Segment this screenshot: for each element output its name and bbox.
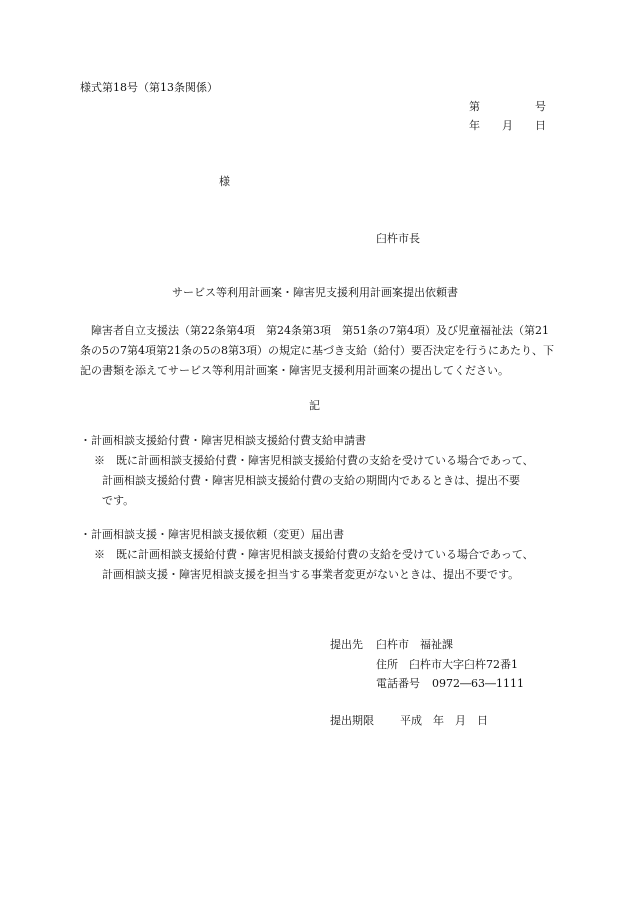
item-heading: ・計画相談支援・障害児相談支援依頼（変更）届出書: [80, 528, 344, 541]
item-note-line: です。: [102, 494, 135, 507]
submit-to-value: 臼杵市 福祉課: [376, 638, 453, 651]
item-note-line: 計画相談支援・障害児相談支援を担当する事業者変更がないときは、提出不要です。: [102, 568, 520, 581]
document-title: サービス等利用計画案・障害児支援利用計画案提出依頼書: [172, 286, 458, 299]
document-number: 第 号: [469, 100, 546, 113]
body-line: 条の5の7第4項第21条の5の8第3項）の規定に基づき支給（給付）要否決定を行うにあたり、下: [80, 344, 554, 357]
deadline-value: 平成 年 月 日: [400, 714, 488, 727]
addressee-suffix: 様: [219, 175, 230, 188]
form-number: 様式第18号（第13条関係）: [80, 81, 218, 94]
deadline-label: 提出期限: [330, 714, 374, 727]
item-note-line: ※ 既に計画相談支援給付費・障害児相談支援給付費の支給を受けている場合であって、: [94, 548, 534, 561]
address-value: 臼杵市大字臼杵72番1: [409, 658, 518, 671]
body-line: 記の書類を添えてサービス等利用計画案・障害児支援利用計画案の提出してください。: [80, 364, 509, 377]
item-note-line: ※ 既に計画相談支援給付費・障害児相談支援給付費の支給を受けている場合であって、: [94, 454, 534, 467]
body-paragraph: [80, 321, 552, 381]
document-date: 年 月 日: [469, 119, 546, 132]
phone-label: 電話番号: [376, 677, 420, 690]
required-document-2: [80, 525, 552, 585]
phone-value: 0972―63―1111: [432, 677, 524, 690]
issuer-name: 臼杵市長: [376, 232, 420, 245]
submit-to-label: 提出先: [330, 638, 363, 651]
address-label: 住所: [376, 658, 398, 671]
body-line: 障害者自立支援法（第22条第4項 第24条第3項 第51条の7第4項）及び児童福祉法（第21: [80, 324, 549, 337]
item-note-line: 計画相談支援給付費・障害児相談支援給付費の支給の期間内であるときは、提出不要: [102, 474, 520, 487]
required-document-1: [80, 431, 552, 511]
item-heading: ・計画相談支援給付費・障害児相談支援給付費支給申請書: [80, 434, 366, 447]
ki-heading: 記: [309, 399, 320, 412]
